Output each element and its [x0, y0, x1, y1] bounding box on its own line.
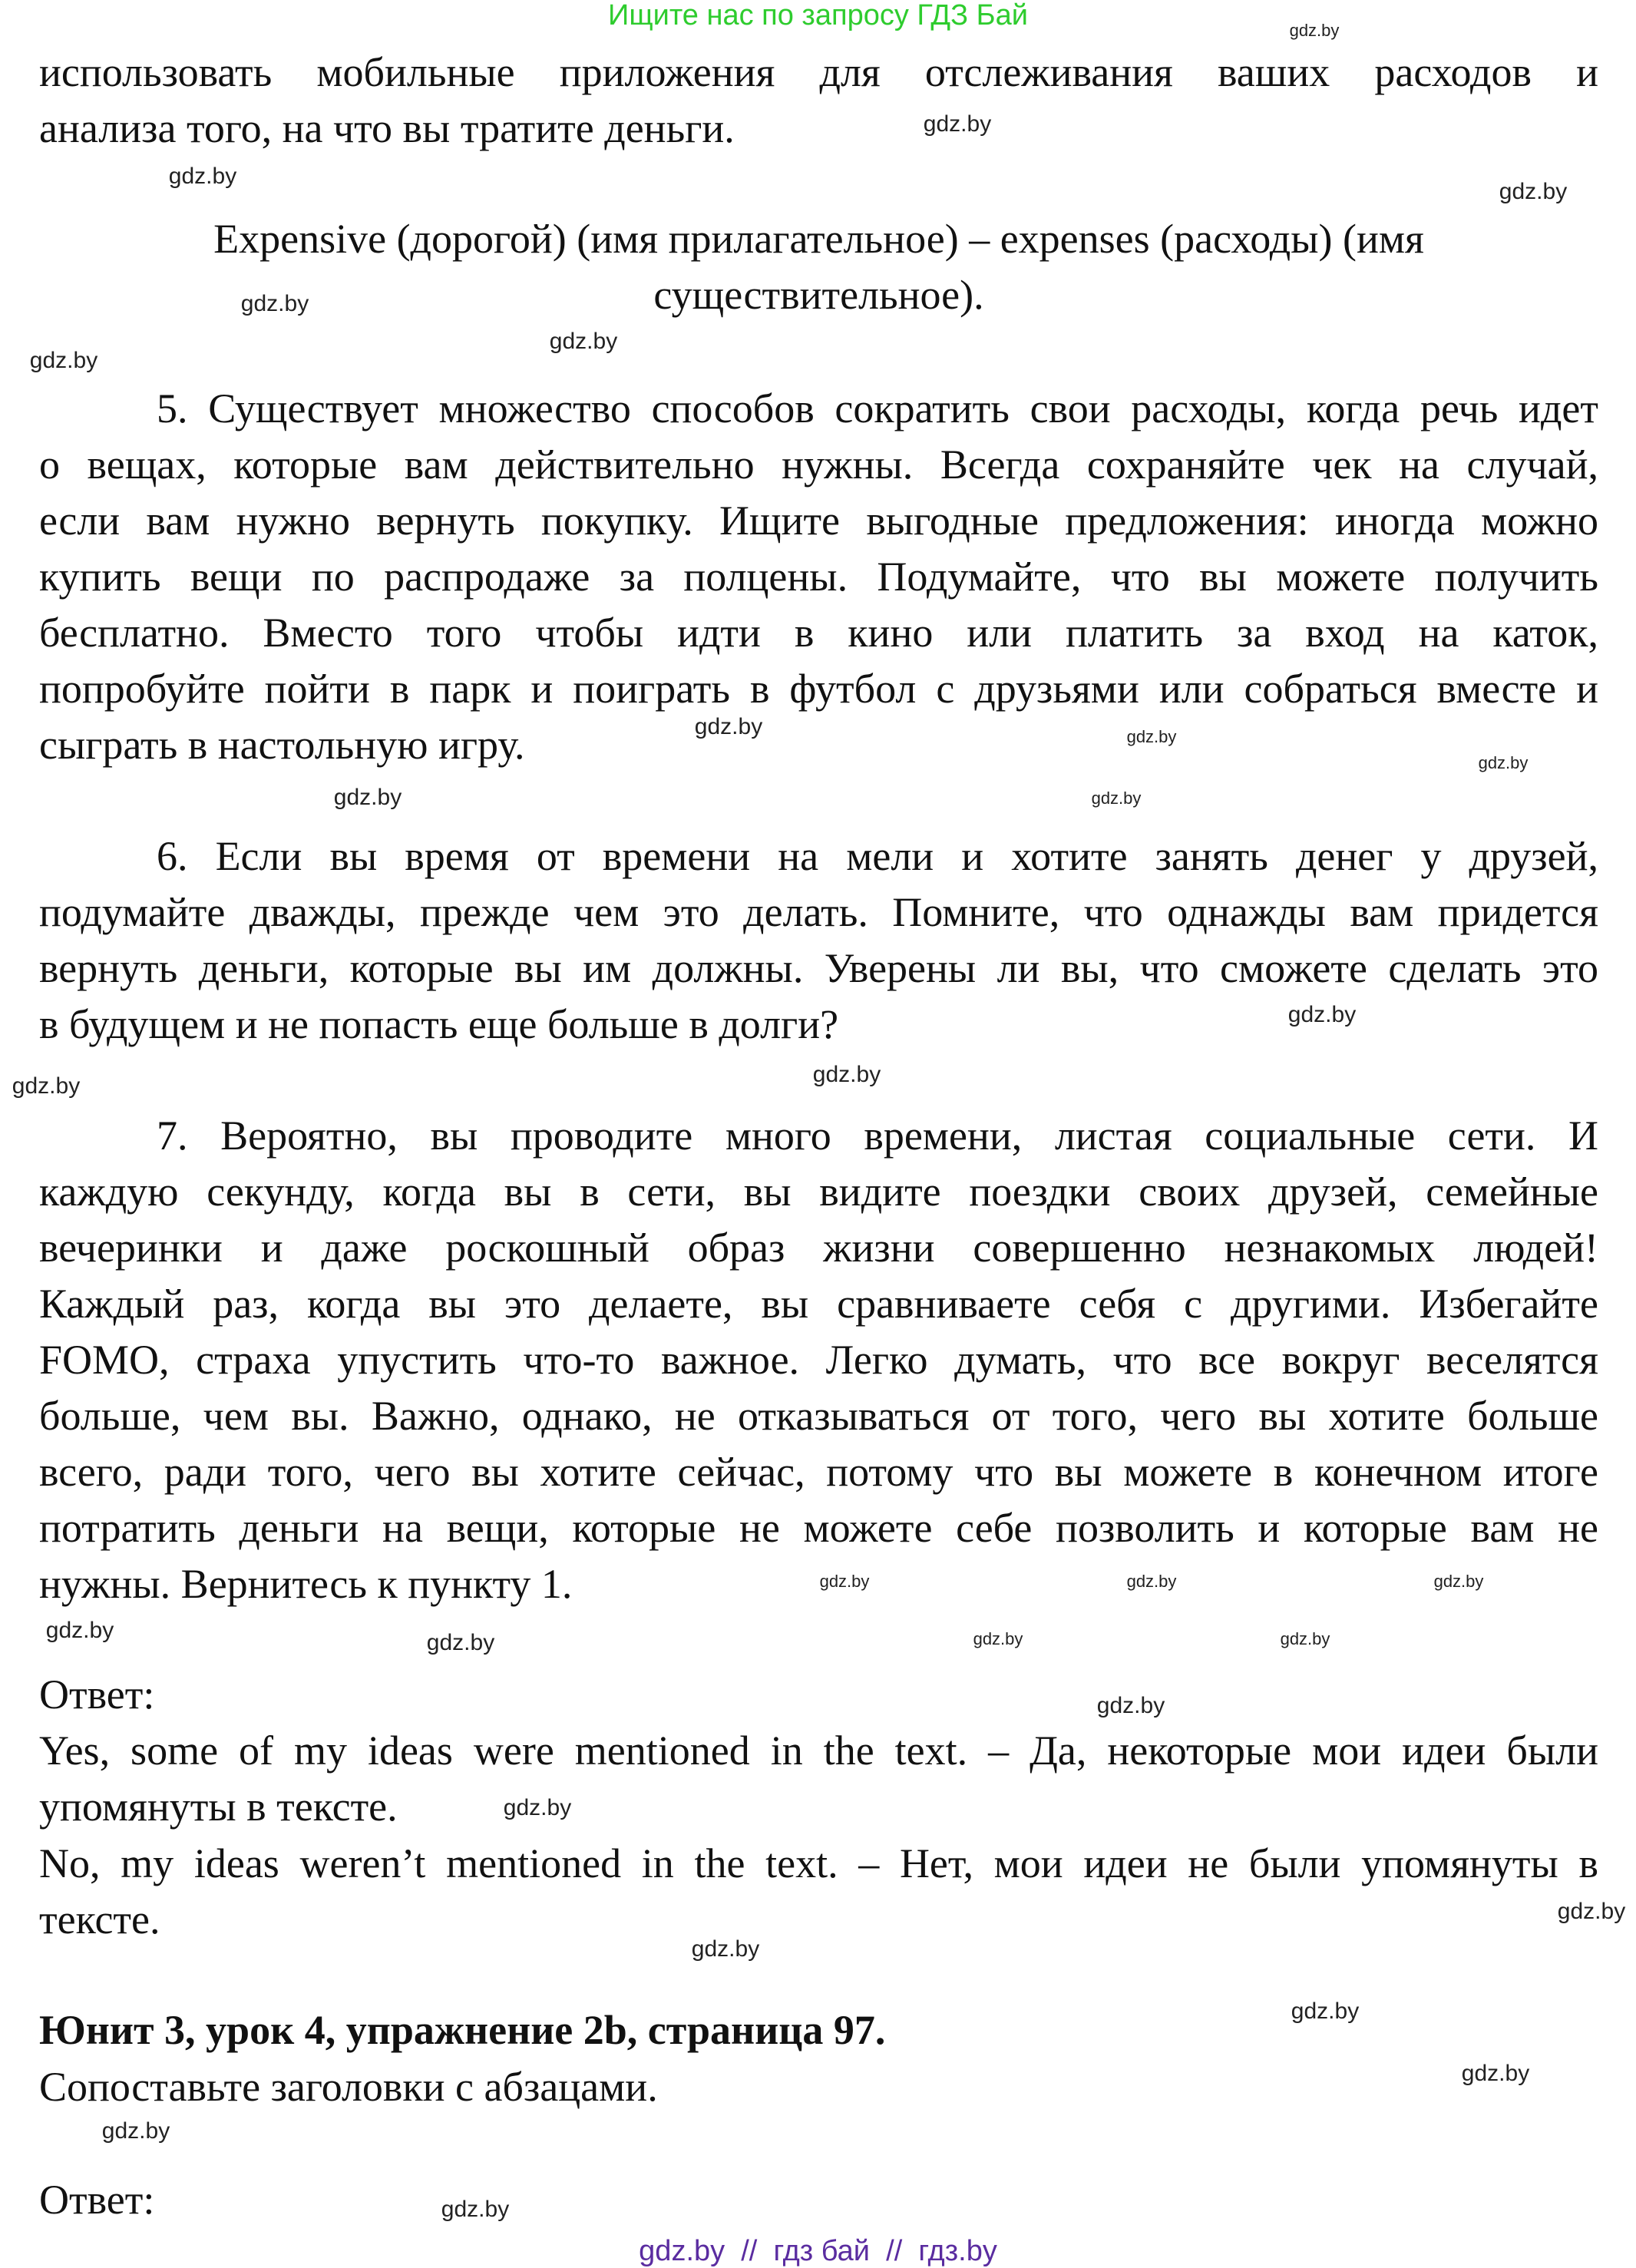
text-line: бесплатно. Вместо того чтобы идти в кино или платить за вход на каток,	[39, 610, 1598, 656]
watermark: gdz.by	[1478, 753, 1529, 772]
text-line: Юнит 3, урок 4, упражнение 2b, страница 97.	[39, 2007, 886, 2053]
watermark: gdz.by	[549, 329, 618, 354]
paragraph-answer-yes	[39, 1723, 1598, 1835]
text-line: сыграть в настольную игру.	[39, 722, 525, 768]
text-line: Каждый раз, когда вы это делаете, вы сравниваете себя с другими. Избегайте	[39, 1281, 1598, 1327]
watermark: gdz.by	[29, 348, 98, 373]
watermark: gdz.by	[694, 714, 763, 739]
text-line: вернуть деньги, которые вы им должны. Уверены ли вы, что сможете сделать это	[39, 945, 1598, 991]
paragraph-p5	[39, 381, 1598, 773]
watermark: gdz.by	[426, 1630, 495, 1655]
text-line: упомянуты в тексте.	[39, 1784, 398, 1830]
watermark: gdz.by	[819, 1572, 870, 1591]
watermark: gdz.by	[1126, 727, 1177, 746]
paragraph-instruction	[39, 2059, 1598, 2115]
watermark: gdz.by	[240, 291, 309, 316]
watermark: gdz.by	[168, 164, 237, 189]
watermark: gdz.by	[1126, 1572, 1177, 1591]
text-line: тексте.	[39, 1896, 160, 1942]
paragraph-p0	[39, 45, 1598, 157]
watermark: gdz.by	[1096, 1693, 1165, 1718]
paragraph-answer-label	[39, 1667, 1598, 1723]
paragraph-p7	[39, 1108, 1598, 1612]
watermark: gdz.by	[441, 2197, 510, 2222]
watermark: gdz.by	[812, 1062, 881, 1087]
text-line: 5. Существует множество способов сократить свои расходы, когда речь идет	[157, 385, 1598, 431]
paragraph-answer2-label	[39, 2172, 1598, 2228]
watermark: gdz.by	[1287, 1002, 1357, 1027]
text-line: анализа того, на что вы тратите деньги.	[39, 105, 735, 151]
watermark: gdz.by	[12, 1073, 81, 1099]
text-line: вечеринки и даже роскошный образ жизни совершенно незнакомых людей!	[39, 1225, 1598, 1271]
text-line: Сопоставьте заголовки с абзацами.	[39, 2064, 658, 2110]
paragraph-p6	[39, 828, 1598, 1053]
search-banner[interactable]: Ищите нас по запросу ГДЗ Бай	[608, 0, 1028, 31]
watermark: gdz.by	[1461, 2061, 1530, 2086]
watermark: gdz.by	[1499, 179, 1568, 204]
text-line: использовать мобильные приложения для отслеживания ваших расходов и	[39, 49, 1598, 95]
watermark: gdz.by	[1091, 789, 1142, 808]
paragraph-answer-no	[39, 1836, 1598, 1948]
text-line: No, my ideas weren’t mentioned in the text. – Нет, мои идеи не были упомянуты в	[39, 1840, 1598, 1886]
text-line: Ответ:	[39, 2177, 155, 2223]
text-line: о вещах, которые вам действительно нужны. Всегда сохраняйте чек на случай,	[39, 441, 1598, 488]
text-line: Expensive (дорогой) (имя прилагательное) – expenses (расходы) (имя	[213, 216, 1424, 262]
watermark: gdz.by	[973, 1629, 1023, 1648]
text-line: Ответ:	[39, 1671, 155, 1718]
text-line: существительное).	[653, 272, 984, 318]
watermark: gdz.by	[333, 785, 402, 810]
text-line: FOMO, страха упустить что-то важное. Легко думать, что все вокруг веселятся	[39, 1337, 1598, 1383]
text-line: в будущем и не попасть еще больше в долги?	[39, 1001, 839, 1047]
text-line: потратить деньги на вещи, которые не можете себе позволить и которые вам не	[39, 1505, 1598, 1551]
watermark: gdz.by	[923, 111, 992, 137]
text-line: подумайте дважды, прежде чем это делать. Помните, что однажды вам придется	[39, 889, 1598, 935]
text-line: каждую секунду, когда вы в сети, вы видите поездки своих друзей, семейные	[39, 1169, 1598, 1215]
text-line: 6. Если вы время от времени на мели и хотите занять денег у друзей,	[157, 833, 1598, 879]
watermark: gdz.by	[1280, 1629, 1330, 1648]
text-line: больше, чем вы. Важно, однако, не отказываться от того, чего вы хотите больше	[39, 1393, 1598, 1439]
watermark: gdz.by	[1291, 1999, 1360, 2024]
text-line: нужны. Вернитесь к пункту 1.	[39, 1561, 573, 1607]
watermark: gdz.by	[1289, 21, 1340, 40]
text-line: 7. Вероятно, вы проводите много времени, листая социальные сети. И	[157, 1113, 1598, 1159]
text-line: купить вещи по распродаже за полцены. Подумайте, что вы можете получить	[39, 554, 1598, 600]
watermark: gdz.by	[691, 1936, 760, 1962]
watermark: gdz.by	[503, 1795, 572, 1820]
watermark: gdz.by	[1557, 1899, 1626, 1924]
watermark: gdz.by	[1433, 1572, 1484, 1591]
text-line: Yes, some of my ideas were mentioned in the text. – Да, некоторые мои идеи были	[39, 1727, 1598, 1774]
text-line: всего, ради того, чего вы хотите сейчас, потому что вы можете в конечном итоге	[39, 1449, 1598, 1495]
text-line: попробуйте пойти в парк и поиграть в футбол с друзьями или собраться вместе и	[39, 666, 1598, 712]
paragraph-heading	[39, 2002, 1598, 2058]
watermark: gdz.by	[45, 1618, 114, 1643]
text-line: если вам нужно вернуть покупку. Ищите выгодные предложения: иногда можно	[39, 498, 1598, 544]
watermark: gdz.by	[101, 2118, 170, 2144]
footer-links[interactable]: gdz.by // гдз бай // гдз.by	[639, 2235, 997, 2267]
